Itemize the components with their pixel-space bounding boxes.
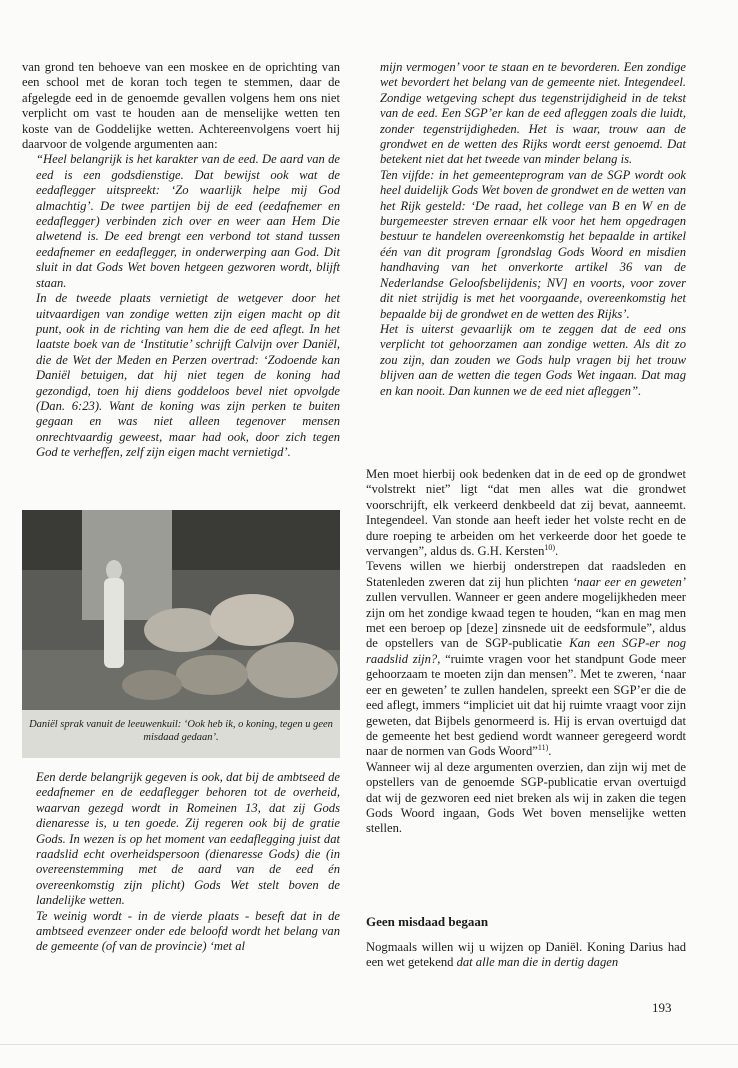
left-column	[22, 60, 340, 461]
paragraph-italic: dat alle man die in dertig dagen	[456, 955, 619, 970]
paragraph-text: Tevens willen we hierbij onderstrepen dat raadsleden en Statenleden zweren dat zij hun plichten	[366, 559, 686, 589]
lions-den-image	[22, 510, 340, 710]
page-number: 193	[652, 1000, 672, 1015]
paragraph-text: Men moet hierbij ook bedenken dat in de eed op de grondwet “volstrekt niet” ligt “dat men alles wat die grondwet voorschrijft, elk verkeerd denkbeeld dat zij bevat, aanneemt. Integendeel. Van stonde aan heeft ieder het volste recht en de dure roeping te arbeiden om het verkeerde door het goede te vervangen”, aldus ds. G.H. Kersten	[366, 467, 686, 559]
paragraph-italic: ‘naar eer en geweten’	[572, 574, 686, 589]
paragraph-text: , “ruimte vragen voor het standpunt Gode meer gehoorzaam te moeten zijn dan mensen”. Met te zweren, ‘naar eer en geweten’ te zullen handelen, spreekt een SGP’er die de eed aflegt, immers “impliciet uit dat hij ruimte vraagt voor zijn geweten, dat Bijbels genormeerd is. Hij is ervan overtuigd dat de gemeente het best gediend wordt wanneer geregeerd wordt naar de normen van Gods Woord”	[366, 651, 686, 759]
paragraph: Tevens willen we hierbij onderstrepen dat raadsleden en Statenleden zweren dat zij hun plichten ‘naar eer en geweten’ zullen vervullen. Wanneer er geen andere mogelijkheden meer zijn om het zondige kwaad tegen te houden, “kan en mag men met een beroep op [deze] zinsnede uit de eedsformule”, aldus de opstellers van de SGP-publicatie Kan een SGP-er nog raadslid zijn?, “ruimte vragen voor het standpunt Gode meer gehoorzaam te moeten zijn dan mensen”. Met te zweren, ‘naar eer en geweten’ te zullen handelen, spreekt een SGP’er die de eed aflegt, immers “impliciet uit dat hij ruimte vraagt voor zijn geweten, dat Bijbels genormeerd is. Hij is ervan overtuigd dat de gemeente het best gediend wordt wanneer geregeerd wordt naar de normen van Gods Woord”$^{11)}$.	[366, 559, 686, 759]
paragraph-text: zullen vervullen. Wanneer er geen andere mogelijkheden meer zijn om het zondige kwaad tegen te houden, “kan en mag men met een beroep op [deze] zinsnede uit de eedsformule”, aldus de opstellers van de SGP-publicatie	[366, 590, 686, 651]
publication-title: Kan een SGP-er nog raadslid zijn?	[366, 636, 686, 666]
footnote-ref: 11)	[537, 743, 549, 753]
quote-paragraph: mijn vermogen’ voor te staan en te bevorderen. Een zondige wet bevordert het belang van de gemeente niet. Integendeel. Zondige wetgeving schept dus tegenstrijdigheid in de tekst van de eed. Een SGP’er kan de eed afleggen zoals die luidt, zonder tegenstrijdigheden. Het is waar, trouw aan de grondwet en de wetten des Rijks wordt eerst genoemd. Dat betekent niet dat het tweede van minder belang is.	[380, 60, 686, 167]
footnote-ref: 10)	[544, 542, 556, 552]
quote-paragraph: In de tweede plaats vernietigt de wetgever door het uitvaardigen van zondige wetten zijn eigen macht op dit punt, ook in de richting van hem die de eed aflegt. In het laatste boek van de ‘Institutie’ schrijft Calvijn over Daniël, die de Wet der Meden en Perzen overtrad: ‘Zodoende kan Daniël betuigen, dat hij niet tegen de koning had gezondigd, toen hij diens goddeloos bevel niet opvolgde (Dan. 6:23). Want de koning was zijn perken te buiten gegaan en was niet alleen tegenover mensen onrechtvaardig geweest, maar had ook, door zich tegen God te verheffen, zelf zijn eigen macht vernietigd’.	[36, 291, 340, 460]
quote-paragraph: “Heel belangrijk is het karakter van de eed. De aard van de eed is een godsdienstige. Dat bewijst ook wat de eedaflegger uitspreekt: ‘Zo waarlijk helpe mij God almachtig’. De twee partijen bij de eed (eedafnemer en eedaflegger) verbinden zich over en weer aan Hem Die alwetend is. De eed brengt een verbond tot stand tussen eedafnemer en eedaflegger, in onderwerping aan God. Dit sluit in dat Gods Wet boven hetgeen gezworen wordt, blijft staan.	[36, 152, 340, 290]
paragraph-text: Nogmaals willen wij u wijzen op Daniël. Koning Darius had een wet getekend	[366, 940, 686, 970]
quote-paragraph: Te weinig wordt - in de vierde plaats - beseft dat in de ambtseed evenzeer onder ede beloofd wordt het belang van de gemeente (of van de provincie) ‘met al	[36, 908, 340, 954]
paragraph: Men moet hierbij ook bedenken dat in de eed op de grondwet “volstrekt niet” ligt “dat men alles wat die grondwet voorschrijft, elk verkeerd denkbeeld dat zij bevat, aanneemt. Integendeel. Van stonde aan heeft ieder het volste recht en de dure roeping te arbeiden om het verkeerde door het goede te vervangen”, aldus ds. G.H. Kersten$^{10)}$.	[366, 467, 686, 559]
quote-paragraph: Een derde belangrijk gegeven is ook, dat bij de ambtseed de eedafnemer en de eedaflegger behoren tot de overheid, waarvan gezegd wordt in Romeinen 13, dat zij Gods dienaresse is, u ten goede. Zij regeren ook bij de gratie Gods. In wezen is op het moment van eedaflegging juist dat raadslid echt overheidspersoon (dienaresse Gods) die (in overeenstemming met de aard van de eed én overeenkomstig zijn plicht) Gods Wet stelt boven de landelijke wetten.	[36, 770, 340, 908]
right-bottom-paragraph	[366, 940, 686, 971]
quote-paragraph: Ten vijfde: in het gemeenteprogram van de SGP wordt ook heel duidelijk Gods Wet boven de grondwet en de wetten van het Rijk gesteld: ‘De raad, het college van B en W en de burgemeester streven ernaar elk voor het hem opgedragen bestuur te handelen overeenkomstig het bepaalde in artikel één van dit program [grondslag Gods Woord en misdien handhaving van het onverkorte artikel 36 van de Nederlandse Geloofsbelijdenis; NV] en voorts, voor zover dit niet strijdig is met het voorgaande, overeenkomstig het bepaalde bij de grondwet en de wetten des Rijks’.	[380, 167, 686, 321]
paragraph: Wanneer wij al deze argumenten overzien, dan zijn wij met de opstellers van de genoemde SGP-publicatie ervan overtuigd dat wij de gezworen eed niet breken als wij in zaken die tegen Gods Woord ingaan, Gods Wet boven menselijke wetten stellen.	[366, 759, 686, 836]
right-column	[366, 60, 686, 399]
left-lower-column	[22, 770, 340, 955]
right-lower-column	[366, 467, 686, 837]
figure-caption: Daniël sprak vanuit de leeuwenkuil: ‘Ook heb ik, o koning, tegen u geen misdaad gedaan’.	[29, 719, 333, 743]
section-heading: Geen misdaad begaan	[366, 914, 489, 929]
quote-paragraph: Het is uiterst gevaarlijk om te zeggen dat de eed ons verplicht tot gehoorzamen aan zondige wetten. Als dit zo zou zijn, dan zouden we Gods hulp vragen bij het trouw blijven aan de wetten die tegen Gods Wet ingaan. Dat mag en kan nooit. Dan kunnen we de eed niet afleggen”.	[380, 321, 686, 398]
paragraph: van grond ten behoeve van een moskee en de oprichting van een school met de koran toch tegen te stemmen, daar de afgelegde eed in de genoemde gevallen volgens hem ons niet verplicht om vast te houden aan de menselijke wetten ten koste van de Goddelijke wetten. Achtereenvolgens voert hij daarvoor de volgende argumenten aan:	[22, 60, 340, 152]
bottom-rule	[0, 1044, 738, 1045]
